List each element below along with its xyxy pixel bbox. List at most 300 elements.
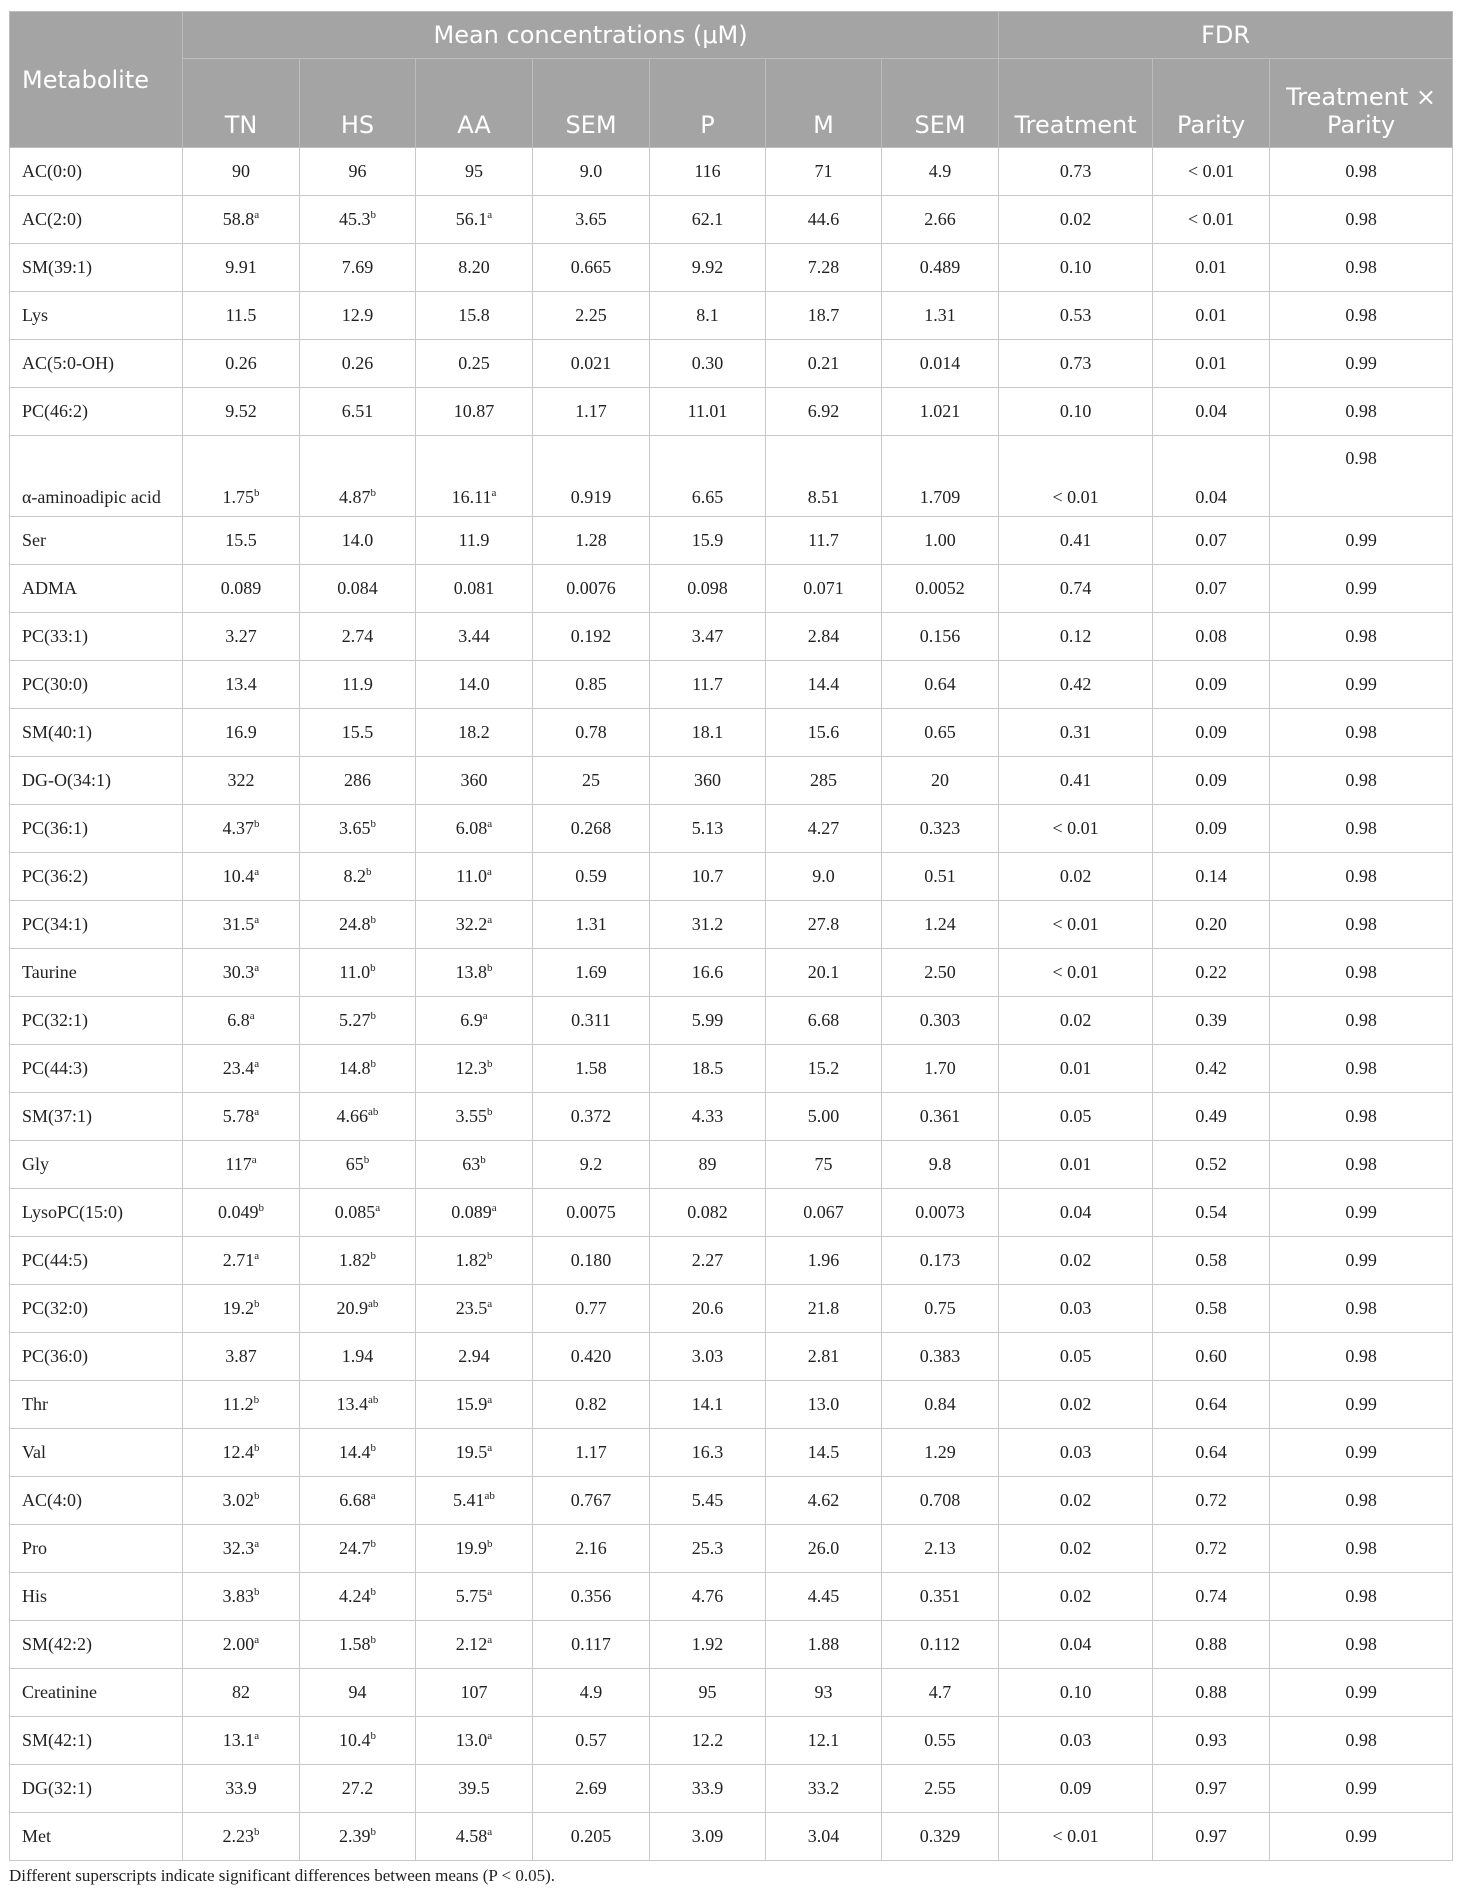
cell-fdr-interaction: [1270, 1381, 1453, 1429]
cell-metabolite: [10, 1717, 183, 1765]
cell-fdr-treatment-value: < 0.01: [1052, 1826, 1099, 1846]
cell-sem-treatment: [533, 436, 650, 517]
cell-fdr-interaction: [1270, 292, 1453, 340]
cell-p-value: 16.6: [691, 962, 724, 982]
cell-tn-value: 3.27: [225, 626, 257, 646]
cell-fdr-treatment: [999, 1045, 1153, 1093]
cell-sem-parity: [882, 1717, 999, 1765]
cell-sem-treatment-value: 3.65: [575, 209, 607, 229]
cell-metabolite-value: Gly: [22, 1154, 49, 1174]
cell-fdr-interaction-value: 0.98: [1345, 1298, 1377, 1318]
cell-m-value: 13.0: [807, 1394, 840, 1414]
cell-sem-treatment-value: 1.58: [575, 1058, 607, 1078]
cell-tn-value: 33.9: [225, 1778, 257, 1798]
header-p: P: [650, 59, 766, 148]
cell-fdr-interaction: [1270, 1525, 1453, 1573]
cell-tn-value: 11.2: [222, 1394, 254, 1414]
cell-fdr-interaction: [1270, 613, 1453, 661]
significance-superscript: ab: [368, 1394, 379, 1406]
cell-fdr-treatment-value: 0.41: [1059, 530, 1092, 550]
cell-hs-value: 8.2: [343, 866, 366, 886]
cell-fdr-parity: [1153, 388, 1270, 436]
cell-tn: [183, 1045, 300, 1093]
table-row: [10, 1477, 1453, 1525]
table-row: [10, 1813, 1453, 1861]
cell-fdr-treatment-value: 0.02: [1059, 1010, 1092, 1030]
cell-fdr-interaction: [1270, 148, 1453, 196]
cell-sem-treatment: [533, 901, 650, 949]
cell-sem-treatment: [533, 196, 650, 244]
significance-superscript: b: [370, 1058, 376, 1070]
cell-fdr-interaction-value: 0.98: [1345, 1586, 1377, 1606]
cell-p: [650, 1141, 766, 1189]
table-row: [10, 565, 1453, 613]
cell-tn: [183, 709, 300, 757]
cell-sem-parity: [882, 1573, 999, 1621]
cell-metabolite-value: SM(39:1): [22, 257, 93, 277]
cell-metabolite: [10, 517, 183, 565]
cell-metabolite: [10, 1525, 183, 1573]
cell-sem-parity: [882, 388, 999, 436]
cell-sem-parity-value: 0.303: [919, 1010, 961, 1030]
cell-fdr-parity-value: 0.52: [1195, 1154, 1227, 1174]
cell-tn: [183, 1765, 300, 1813]
cell-sem-parity-value: 4.9: [928, 161, 952, 181]
table-row: [10, 1093, 1453, 1141]
cell-m-value: 0.067: [803, 1202, 844, 1222]
cell-tn: [183, 1429, 300, 1477]
cell-tn: [183, 901, 300, 949]
cell-fdr-treatment-value: 0.74: [1059, 578, 1092, 598]
cell-m-value: 93: [814, 1682, 833, 1702]
cell-aa-value: 5.75: [455, 1586, 488, 1606]
cell-p: [650, 997, 766, 1045]
cell-fdr-treatment-value: 0.04: [1059, 1202, 1092, 1222]
cell-fdr-parity: [1153, 1045, 1270, 1093]
cell-hs: [300, 148, 416, 196]
cell-aa: [416, 1717, 533, 1765]
cell-fdr-interaction: [1270, 517, 1453, 565]
cell-fdr-parity: [1153, 1141, 1270, 1189]
cell-fdr-interaction-value: 0.98: [1345, 1346, 1377, 1366]
cell-metabolite: [10, 1285, 183, 1333]
cell-fdr-treatment-value: 0.12: [1059, 626, 1092, 646]
cell-m: [766, 1237, 882, 1285]
significance-superscript: b: [487, 1250, 493, 1262]
cell-fdr-parity-value: 0.07: [1195, 578, 1227, 598]
cell-m: [766, 1477, 882, 1525]
cell-sem-treatment-value: 0.0076: [566, 578, 616, 598]
significance-superscript: b: [366, 866, 372, 878]
cell-metabolite-value: PC(33:1): [22, 626, 89, 646]
cell-m-value: 1.88: [807, 1634, 840, 1654]
cell-m: [766, 1381, 882, 1429]
cell-fdr-interaction: [1270, 244, 1453, 292]
cell-fdr-treatment: [999, 853, 1153, 901]
cell-hs-value: 1.94: [341, 1346, 374, 1366]
cell-fdr-interaction: [1270, 340, 1453, 388]
cell-fdr-interaction: [1270, 757, 1453, 805]
cell-hs-value: 27.2: [341, 1778, 374, 1798]
cell-aa-value: 15.9: [455, 1394, 488, 1414]
cell-fdr-interaction-value: 0.98: [1345, 1154, 1377, 1174]
cell-hs-value: 13.4: [336, 1394, 369, 1414]
cell-tn-value: 2.23: [222, 1826, 254, 1846]
cell-sem-treatment: [533, 1381, 650, 1429]
cell-tn: [183, 1333, 300, 1381]
cell-m: [766, 1765, 882, 1813]
significance-superscript: a: [254, 1538, 260, 1550]
cell-p-value: 0.30: [691, 353, 724, 373]
cell-fdr-treatment: [999, 949, 1153, 997]
cell-aa: [416, 1141, 533, 1189]
cell-m: [766, 1285, 882, 1333]
cell-sem-treatment: [533, 1189, 650, 1237]
cell-p-value: 95: [698, 1682, 717, 1702]
table-row: [10, 436, 1453, 517]
cell-hs: [300, 997, 416, 1045]
cell-hs: [300, 1573, 416, 1621]
cell-fdr-interaction-value: 0.98: [1345, 209, 1377, 229]
cell-fdr-interaction: [1270, 709, 1453, 757]
cell-hs-value: 4.87: [339, 487, 371, 507]
cell-aa-value: 107: [460, 1682, 488, 1702]
cell-hs: [300, 1621, 416, 1669]
header-tn: TN: [183, 59, 300, 148]
table-row: [10, 1669, 1453, 1717]
cell-sem-parity: [882, 148, 999, 196]
cell-m-value: 1.96: [807, 1250, 840, 1270]
significance-superscript: a: [251, 1154, 257, 1166]
cell-metabolite-value: LysoPC(15:0): [22, 1202, 124, 1222]
cell-sem-treatment-value: 0.420: [570, 1346, 612, 1366]
cell-fdr-interaction: [1270, 1477, 1453, 1525]
cell-aa-value: 23.5: [455, 1298, 488, 1318]
cell-metabolite-value: PC(36:0): [22, 1346, 89, 1366]
cell-aa-value: 6.08: [455, 818, 488, 838]
significance-superscript: a: [487, 1826, 493, 1838]
cell-fdr-treatment-value: < 0.01: [1052, 487, 1099, 507]
cell-fdr-interaction-value: 0.98: [1345, 1490, 1377, 1510]
cell-tn: [183, 1525, 300, 1573]
cell-hs-value: 5.27: [339, 1010, 371, 1030]
significance-superscript: b: [254, 1826, 260, 1838]
header-fdr-parity: Parity: [1153, 59, 1270, 148]
cell-aa: [416, 1381, 533, 1429]
cell-p: [650, 517, 766, 565]
cell-p: [650, 661, 766, 709]
cell-fdr-treatment-value: 0.05: [1059, 1106, 1092, 1126]
cell-aa: [416, 1045, 533, 1093]
cell-aa: [416, 661, 533, 709]
significance-superscript: b: [370, 1826, 376, 1838]
cell-fdr-interaction: [1270, 1813, 1453, 1861]
cell-tn-value: 58.8: [222, 209, 255, 229]
cell-sem-treatment: [533, 1045, 650, 1093]
cell-fdr-parity: [1153, 436, 1270, 517]
cell-aa: [416, 196, 533, 244]
cell-tn: [183, 1669, 300, 1717]
cell-fdr-interaction: [1270, 853, 1453, 901]
cell-tn: [183, 1189, 300, 1237]
cell-fdr-treatment: [999, 1429, 1153, 1477]
cell-hs: [300, 949, 416, 997]
significance-superscript: a: [254, 962, 260, 974]
cell-fdr-treatment: [999, 901, 1153, 949]
header-metabolite: Metabolite: [10, 12, 183, 148]
cell-sem-parity: [882, 565, 999, 613]
cell-sem-parity-value: 0.84: [924, 1394, 956, 1414]
cell-fdr-interaction: [1270, 1285, 1453, 1333]
cell-m: [766, 1333, 882, 1381]
cell-fdr-treatment-value: 0.02: [1059, 1394, 1092, 1414]
table-row: [10, 1573, 1453, 1621]
cell-fdr-interaction-value: 0.99: [1345, 1250, 1377, 1270]
cell-hs: [300, 1189, 416, 1237]
cell-metabolite: [10, 1429, 183, 1477]
cell-tn-value: 9.52: [225, 401, 257, 421]
cell-hs: [300, 901, 416, 949]
cell-p-value: 18.5: [691, 1058, 724, 1078]
cell-sem-parity: [882, 1381, 999, 1429]
significance-superscript: a: [254, 866, 260, 878]
cell-m: [766, 1141, 882, 1189]
cell-sem-parity: [882, 1621, 999, 1669]
cell-p-value: 62.1: [691, 209, 724, 229]
cell-p-value: 1.92: [691, 1634, 724, 1654]
cell-fdr-treatment-value: 0.05: [1059, 1346, 1092, 1366]
cell-metabolite: [10, 949, 183, 997]
cell-metabolite: [10, 1045, 183, 1093]
header-fdr-treatment: Treatment: [999, 59, 1153, 148]
cell-aa-value: 13.8: [455, 962, 487, 982]
cell-hs-value: 94: [348, 1682, 367, 1702]
cell-fdr-interaction: [1270, 1093, 1453, 1141]
cell-fdr-treatment-value: 0.73: [1059, 161, 1092, 181]
cell-m-value: 6.68: [807, 1010, 840, 1030]
cell-fdr-parity-value: 0.74: [1195, 1586, 1227, 1606]
cell-fdr-interaction-value: 0.99: [1345, 578, 1377, 598]
significance-superscript: a: [486, 866, 492, 878]
cell-metabolite-value: α-aminoadipic acid: [22, 487, 161, 507]
cell-fdr-parity-value: 0.49: [1195, 1106, 1227, 1126]
significance-superscript: b: [480, 1154, 486, 1166]
cell-sem-parity: [882, 613, 999, 661]
cell-hs-value: 24.8: [339, 914, 371, 934]
cell-metabolite: [10, 196, 183, 244]
cell-fdr-treatment-value: 0.10: [1059, 257, 1092, 277]
cell-sem-treatment: [533, 661, 650, 709]
cell-p-value: 116: [694, 161, 721, 181]
cell-m: [766, 1621, 882, 1669]
cell-hs: [300, 388, 416, 436]
cell-aa: [416, 853, 533, 901]
cell-sem-treatment-value: 2.69: [575, 1778, 607, 1798]
significance-superscript: a: [254, 1106, 260, 1118]
cell-metabolite: [10, 613, 183, 661]
cell-fdr-interaction-value: 0.98: [1345, 1010, 1377, 1030]
cell-sem-parity-value: 1.709: [919, 487, 961, 507]
cell-m: [766, 292, 882, 340]
cell-sem-parity-value: 2.50: [924, 962, 956, 982]
cell-metabolite-value: PC(36:2): [22, 866, 89, 886]
cell-hs-value: 24.7: [339, 1538, 371, 1558]
cell-hs: [300, 1093, 416, 1141]
cell-sem-parity: [882, 1813, 999, 1861]
significance-superscript: ab: [368, 1106, 379, 1118]
cell-sem-parity-value: 9.8: [928, 1154, 952, 1174]
cell-fdr-treatment-value: 0.02: [1059, 866, 1092, 886]
cell-tn: [183, 1381, 300, 1429]
cell-tn-value: 6.8: [227, 1010, 250, 1030]
cell-metabolite: [10, 1765, 183, 1813]
cell-fdr-parity-value: 0.09: [1195, 770, 1227, 790]
cell-fdr-parity: [1153, 805, 1270, 853]
cell-m: [766, 436, 882, 517]
cell-m-value: 5.00: [807, 1106, 840, 1126]
cell-sem-treatment-value: 0.180: [570, 1250, 612, 1270]
cell-aa: [416, 1813, 533, 1861]
cell-sem-parity-value: 0.65: [924, 722, 956, 742]
cell-tn-value: 13.4: [225, 674, 257, 694]
cell-p: [650, 1429, 766, 1477]
cell-sem-parity-value: 0.75: [924, 1298, 956, 1318]
cell-aa: [416, 1621, 533, 1669]
cell-p: [650, 1765, 766, 1813]
cell-fdr-parity: [1153, 1621, 1270, 1669]
cell-fdr-treatment-value: 0.04: [1059, 1634, 1092, 1654]
cell-hs-value: 65: [345, 1154, 364, 1174]
cell-fdr-parity-value: 0.09: [1195, 818, 1227, 838]
cell-p: [650, 757, 766, 805]
significance-superscript: b: [370, 1634, 376, 1646]
cell-hs: [300, 1429, 416, 1477]
cell-sem-parity: [882, 244, 999, 292]
cell-hs: [300, 1141, 416, 1189]
cell-fdr-treatment-value: 0.02: [1059, 1490, 1092, 1510]
cell-metabolite: [10, 340, 183, 388]
cell-aa-value: 39.5: [458, 1778, 490, 1798]
cell-aa-value: 0.089: [451, 1202, 492, 1222]
cell-sem-treatment-value: 0.372: [570, 1106, 612, 1126]
cell-p-value: 20.6: [691, 1298, 724, 1318]
cell-sem-treatment-value: 0.665: [570, 257, 612, 277]
cell-sem-treatment: [533, 1621, 650, 1669]
cell-metabolite-value: SM(37:1): [22, 1106, 93, 1126]
cell-hs-value: 20.9: [336, 1298, 369, 1318]
cell-metabolite-value: Lys: [22, 305, 49, 325]
cell-fdr-parity-value: 0.88: [1195, 1682, 1227, 1702]
cell-aa: [416, 757, 533, 805]
cell-m: [766, 244, 882, 292]
cell-p-value: 4.33: [691, 1106, 724, 1126]
cell-aa: [416, 1477, 533, 1525]
cell-metabolite: [10, 244, 183, 292]
cell-aa: [416, 1669, 533, 1717]
cell-fdr-interaction-value: 0.98: [1345, 1730, 1377, 1750]
cell-m-value: 12.1: [807, 1730, 840, 1750]
cell-m-value: 4.45: [807, 1586, 840, 1606]
cell-fdr-interaction: [1270, 901, 1453, 949]
cell-fdr-parity: [1153, 1093, 1270, 1141]
cell-fdr-parity-value: 0.64: [1195, 1394, 1227, 1414]
cell-p-value: 89: [698, 1154, 717, 1174]
cell-fdr-interaction: [1270, 805, 1453, 853]
cell-fdr-parity-value: 0.42: [1195, 1058, 1227, 1078]
cell-aa-value: 8.20: [458, 257, 490, 277]
cell-sem-treatment-value: 0.767: [570, 1490, 612, 1510]
table-body: [10, 148, 1453, 1861]
significance-superscript: b: [370, 1442, 376, 1454]
cell-tn-value: 5.78: [222, 1106, 255, 1126]
cell-p-value: 2.27: [691, 1250, 724, 1270]
cell-sem-treatment-value: 0.192: [570, 626, 612, 646]
cell-sem-treatment: [533, 1285, 650, 1333]
cell-aa: [416, 1525, 533, 1573]
cell-aa-value: 13.0: [455, 1730, 488, 1750]
table-row: [10, 1381, 1453, 1429]
cell-aa-value: 16.11: [451, 487, 492, 507]
cell-p: [650, 388, 766, 436]
cell-p: [650, 1717, 766, 1765]
cell-aa-value: 11.0: [456, 866, 487, 886]
table-row: [10, 388, 1453, 436]
cell-fdr-parity: [1153, 292, 1270, 340]
cell-metabolite-value: Pro: [22, 1538, 48, 1558]
cell-m: [766, 997, 882, 1045]
cell-tn-value: 19.2: [222, 1298, 254, 1318]
cell-hs-value: 286: [344, 770, 371, 790]
cell-metabolite-value: Val: [22, 1442, 46, 1462]
cell-fdr-interaction-value: 0.99: [1345, 530, 1377, 550]
cell-tn: [183, 805, 300, 853]
cell-aa: [416, 388, 533, 436]
significance-superscript: a: [487, 209, 493, 221]
significance-superscript: a: [249, 1010, 255, 1022]
cell-fdr-interaction: [1270, 661, 1453, 709]
cell-fdr-treatment: [999, 1717, 1153, 1765]
cell-sem-treatment: [533, 757, 650, 805]
cell-metabolite-value: AC(4:0): [22, 1490, 82, 1510]
cell-fdr-treatment-value: 0.09: [1059, 1778, 1092, 1798]
cell-m-value: 15.6: [807, 722, 840, 742]
cell-aa: [416, 805, 533, 853]
header-aa: AA: [416, 59, 533, 148]
cell-sem-treatment: [533, 1093, 650, 1141]
cell-fdr-interaction-value: 0.98: [1345, 722, 1377, 742]
cell-p: [650, 1669, 766, 1717]
cell-m: [766, 340, 882, 388]
cell-tn-value: 10.4: [222, 866, 255, 886]
cell-fdr-interaction-value: 0.98: [1345, 305, 1377, 325]
cell-fdr-treatment: [999, 292, 1153, 340]
cell-aa-value: 19.5: [455, 1442, 488, 1462]
cell-p: [650, 292, 766, 340]
cell-m: [766, 709, 882, 757]
cell-hs-value: 7.69: [341, 257, 374, 277]
cell-p-value: 9.92: [691, 257, 724, 277]
cell-sem-parity: [882, 805, 999, 853]
cell-fdr-treatment: [999, 1621, 1153, 1669]
cell-aa: [416, 565, 533, 613]
cell-aa-value: 2.94: [458, 1346, 490, 1366]
cell-m: [766, 1189, 882, 1237]
cell-fdr-parity-value: 0.60: [1195, 1346, 1227, 1366]
cell-m: [766, 1669, 882, 1717]
cell-tn: [183, 517, 300, 565]
significance-superscript: a: [254, 1634, 260, 1646]
cell-sem-parity-value: 0.64: [924, 674, 956, 694]
